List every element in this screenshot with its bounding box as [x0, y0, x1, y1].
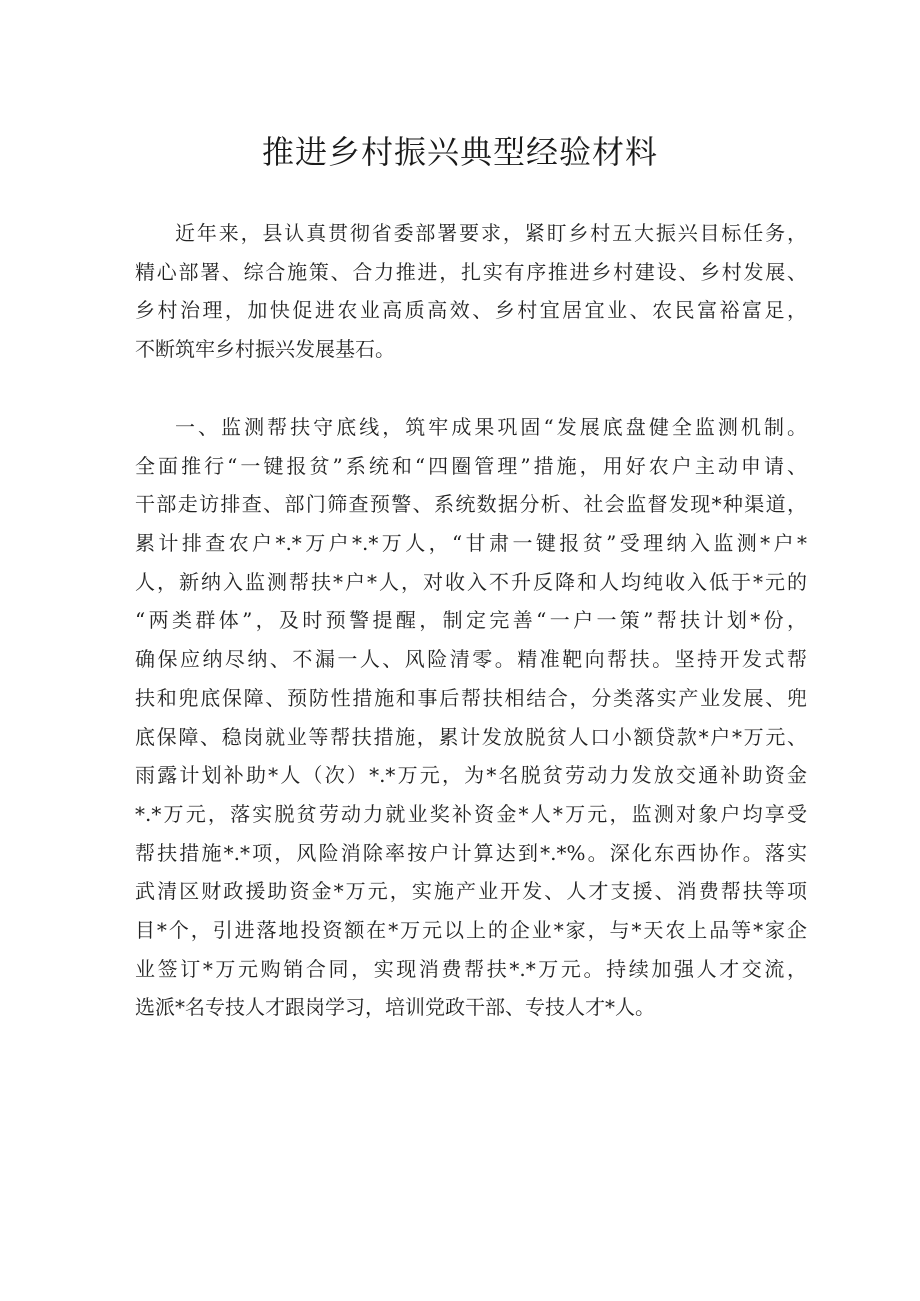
text-line: 累计排查农户*.*万户*.*万人，“甘肃一键报贫”受理纳入监测*户* [135, 531, 807, 556]
text-line: 武清区财政援助资金*万元，实施产业开发、人才支援、消费帮扶等项 [135, 879, 807, 904]
paragraph-intro [135, 214, 807, 369]
text-line: 目*个，引进落地投资额在*万元以上的企业*家，与*天农上品等*家企 [135, 917, 807, 942]
text-line: 雨露计划补助*人（次）*.*万元，为*名脱贫劳动力发放交通补助资金 [135, 763, 807, 788]
text-line: 一、监测帮扶守底线，筑牢成果巩固“发展底盘健全监测机制。 [175, 415, 807, 439]
text-line: 乡村治理，加快促进农业高质高效、乡村宜居宜业、农民富裕富足， [135, 298, 807, 323]
text-line: 干部走访排查、部门筛查预警、系统数据分析、社会监督发现*种渠道， [135, 492, 807, 517]
text-line: 人，新纳入监测帮扶*户*人，对收入不升反降和人均纯收入低于*元的 [135, 569, 807, 594]
text-line: 选派*名专技人才跟岗学习，培训党政干部、专技人才*人。 [135, 995, 655, 1020]
text-line: 业签订*万元购销合同，实现消费帮扶*.*万元。持续加强人才交流， [135, 956, 807, 981]
text-line: 精心部署、综合施策、合力推进，扎实有序推进乡村建设、乡村发展、 [135, 259, 807, 284]
text-line: 不断筑牢乡村振兴发展基石。 [135, 337, 395, 362]
text-line: 扶和兜底保障、预防性措施和事后帮扶相结合，分类落实产业发展、兜 [135, 685, 807, 710]
text-line: 近年来，县认真贯彻省委部署要求，紧盯乡村五大振兴目标任务， [175, 221, 807, 245]
text-line: 确保应纳尽纳、不漏一人、风险清零。精准靶向帮扶。坚持开发式帮 [135, 647, 807, 672]
text-line: 全面推行“一键报贫”系统和“四圈管理”措施，用好农户主动申请、 [135, 453, 807, 478]
text-line: 底保障、稳岗就业等帮扶措施，累计发放脱贫人口小额贷款*户*万元、 [135, 724, 807, 749]
document-title: 推进乡村振兴典型经验材料 [261, 133, 658, 171]
text-line: “两类群体”，及时预警提醒，制定完善“一户一策”帮扶计划*份， [135, 608, 807, 633]
text-line: *.*万元，落实脱贫劳动力就业奖补资金*人*万元，监测对象户均享受 [135, 801, 807, 826]
paragraph-section-one [135, 408, 807, 1027]
text-line: 帮扶措施*.*项，风险消除率按户计算达到*.*%。深化东西协作。落实 [135, 840, 807, 865]
